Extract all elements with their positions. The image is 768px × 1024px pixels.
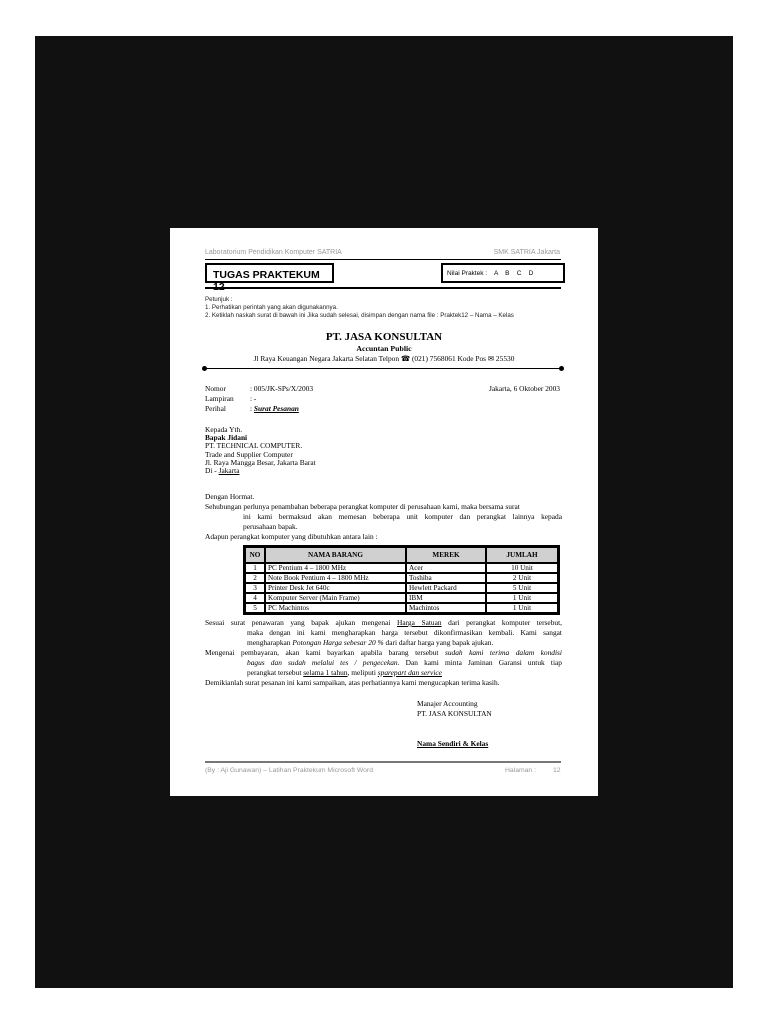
p4-service: sparepart dan service bbox=[377, 668, 442, 677]
cell-brand: IBM bbox=[406, 593, 486, 603]
column-header: JUMLAH bbox=[486, 547, 558, 563]
signature-title: Manajer Accounting bbox=[417, 699, 478, 708]
table-row bbox=[245, 563, 558, 573]
perihal-field: : Surat Pesanan bbox=[250, 404, 299, 413]
letter-date: Jakarta, 6 Oktober 2003 bbox=[488, 384, 560, 393]
p4-text: perangkat tersebut bbox=[247, 668, 304, 677]
greeting: Dengan Hormat. bbox=[205, 492, 255, 501]
paragraph-3-line3 bbox=[247, 639, 493, 647]
instructions bbox=[205, 296, 514, 319]
cell-no: 4 bbox=[245, 593, 265, 603]
p3-text: mengharapkan bbox=[247, 638, 293, 647]
perihal-label: Perihal bbox=[205, 404, 226, 413]
title-rule bbox=[205, 287, 561, 289]
cell-item: Printer Desk Jet 640c bbox=[265, 583, 406, 593]
cell-item: PC Pentium 4 – 1800 MHz bbox=[265, 563, 406, 573]
company-subtitle: Accuntan Public bbox=[356, 344, 412, 353]
table-row bbox=[245, 583, 558, 593]
instruction-item: 2. Ketiklah naskah surat di bawah ini Jika sudah selesai, disimpan dengan nama file : Praktek12 – Nama – Kelas bbox=[205, 311, 514, 319]
paragraph-4-line3 bbox=[247, 669, 442, 677]
p4-text: Mengenai pembayaran, akan kami bayarkan apabila barang tersebut bbox=[205, 648, 445, 657]
column-header: MEREK bbox=[406, 547, 486, 563]
cell-qty: 2 Unit bbox=[486, 573, 558, 583]
recipient-block bbox=[205, 426, 316, 475]
cell-brand: Machintos bbox=[406, 603, 486, 613]
table-row bbox=[245, 593, 558, 603]
footer-page-number: 12 bbox=[553, 767, 561, 774]
perihal-value: Surat Pesanan bbox=[253, 404, 299, 413]
footer-page-label: Halaman : bbox=[505, 767, 536, 774]
p3-text: dari daftar harga yang bapak ajukan. bbox=[383, 638, 494, 647]
footer-rule bbox=[205, 761, 561, 763]
p4-warranty: selama 1 tahun bbox=[303, 668, 348, 677]
document-page bbox=[170, 228, 598, 796]
cell-qty: 1 Unit bbox=[486, 603, 558, 613]
recipient-company: PT. TECHNICAL COMPUTER. bbox=[205, 441, 303, 451]
rule-dot-right bbox=[559, 366, 564, 371]
grade-box: Nilai Praktek : A B C D bbox=[441, 263, 565, 283]
paragraph-3-line2: maka dengan ini kami mengharapkan harga tersebut dikonfirmasikan kembali. Kami sangat bbox=[247, 628, 562, 637]
recipient-city-prefix: Di - bbox=[205, 466, 219, 476]
cell-item: PC Machintos bbox=[265, 603, 406, 613]
recipient-name: Bapak Jidani bbox=[205, 433, 248, 443]
recipient-line: Trade and Supplier Computer bbox=[205, 449, 293, 459]
signature-company: PT. JASA KONSULTAN bbox=[417, 709, 492, 718]
items-table bbox=[243, 545, 560, 615]
p4-text: Dan kami minta Jaminan Garansi untuk tiap bbox=[399, 658, 562, 667]
lampiran-label: Lampiran bbox=[205, 394, 234, 403]
recipient-line: Jl. Raya Mangga Besar, Jakarta Barat bbox=[205, 457, 316, 467]
instructions-heading: Petunjuk : bbox=[205, 296, 233, 303]
cell-brand: Toshiba bbox=[406, 573, 486, 583]
cell-qty: 5 Unit bbox=[486, 583, 558, 593]
paragraph-5: Demikianlah surat pesanan ini kami sampaikan, atas perhatiannya kami mengucapkan terima kasih. bbox=[205, 678, 500, 687]
p3-text: dari perangkat komputer tersebut, bbox=[441, 618, 562, 627]
cell-brand: Acer bbox=[406, 563, 486, 573]
p4-text: , meliputi bbox=[347, 668, 378, 677]
title-box: TUGAS PRAKTEKUM bbox=[205, 263, 334, 283]
p4-condition: sudah kami terima dalam kondisi bbox=[444, 648, 562, 657]
cell-no: 2 bbox=[245, 573, 265, 583]
cell-no: 5 bbox=[245, 603, 265, 613]
p3-text: Sesuai surat penawaran yang bapak ajukan mengenai bbox=[205, 618, 397, 627]
footer-left-text: (By : Aji Gunawan) – Latihan Praktekum Microsoft Word bbox=[205, 767, 373, 774]
paragraph-1-line1: Sehubungan perlunya penambahan beberapa perangkat komputer di perusahaan kami, maka bersama surat bbox=[205, 502, 520, 511]
p3-discount: Potongan Harga sebesar 20 % bbox=[292, 638, 384, 647]
recipient-city: Jakarta bbox=[218, 466, 240, 476]
paragraph-3-line1 bbox=[205, 619, 562, 627]
company-name: PT. JASA KONSULTAN bbox=[325, 331, 443, 343]
nomor-value: : 005/JK-SPs/X/2003 bbox=[250, 384, 314, 393]
paragraph-1-line3: perusahaan bapak. bbox=[243, 522, 298, 531]
company-address: Jl Raya Keuangan Negara Jakarta Selatan Telpon ☎ (021) 7568061 Kode Pos ✉ 25530 bbox=[253, 354, 515, 363]
paragraph-2: Adapun perangkat komputer yang dibutuhkan antara lain : bbox=[205, 532, 378, 541]
cell-qty: 10 Unit bbox=[486, 563, 558, 573]
table-row bbox=[245, 603, 558, 613]
cell-qty: 1 Unit bbox=[486, 593, 558, 603]
paragraph-4-line1 bbox=[205, 649, 562, 657]
column-header: NAMA BARANG bbox=[265, 547, 406, 563]
cell-brand: Hewlett Packard bbox=[406, 583, 486, 593]
header-rule bbox=[205, 259, 561, 260]
signature-name: Nama Sendiri & Kelas bbox=[417, 739, 489, 748]
cell-item: Komputer Server (Main Frame) bbox=[265, 593, 406, 603]
cell-no: 1 bbox=[245, 563, 265, 573]
recipient-city-line bbox=[205, 467, 316, 475]
header-right-text: SMK SATRIA Jakarta bbox=[493, 249, 560, 256]
cell-item: Note Book Pentium 4 – 1800 MHz bbox=[265, 573, 406, 583]
instruction-item: 1. Perhatikan perintah yang akan digunakannya. bbox=[205, 303, 338, 311]
recipient-line: Kepada Yth. bbox=[205, 425, 243, 434]
p4-condition: bagus dan sudah melalui tes / pengecekan. bbox=[247, 658, 400, 667]
p3-price-term: Harga Satuan bbox=[396, 618, 442, 627]
cell-no: 3 bbox=[245, 583, 265, 593]
paragraph-1-line2: ini kami bermaksud akan memesan beberapa unit komputer dan perangkat lainnya kepada bbox=[243, 512, 562, 521]
lampiran-value: : - bbox=[250, 394, 257, 403]
table-header-row bbox=[245, 547, 558, 563]
paragraph-4-line2 bbox=[247, 659, 562, 667]
nomor-label: Nomor bbox=[205, 384, 226, 393]
column-header: NO bbox=[245, 547, 265, 563]
table-row bbox=[245, 573, 558, 583]
letterhead-rule bbox=[206, 368, 561, 369]
header-left-text: Laboratorium Pendidikan Komputer SATRIA bbox=[205, 249, 342, 256]
